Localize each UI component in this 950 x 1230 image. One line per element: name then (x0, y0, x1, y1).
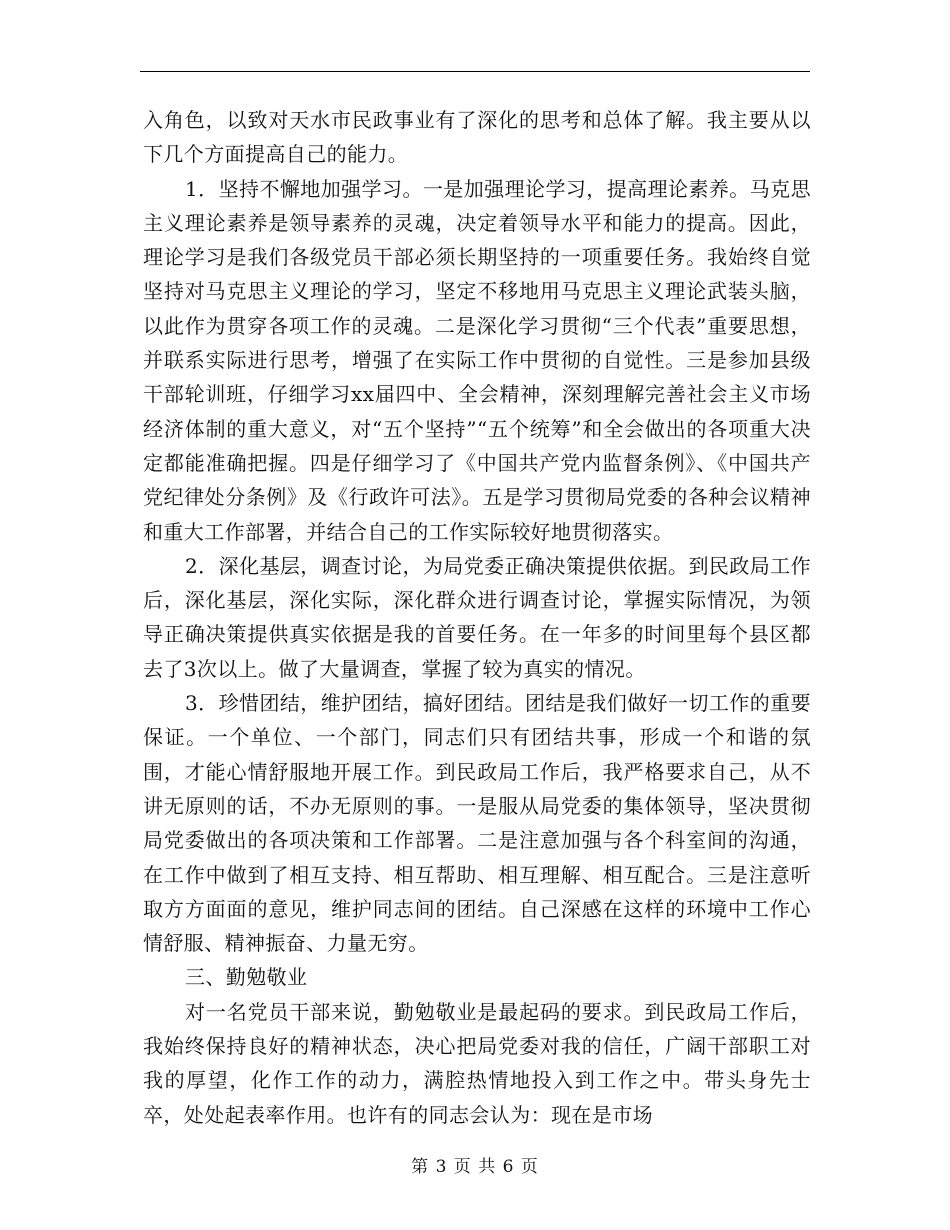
header-rule (140, 71, 810, 72)
paragraph-diligence: 对一名党员干部来说，勤勉敬业是最起码的要求。到民政局工作后，我始终保持良好的精神状态，决心把局党委对我的信任，广阔干部职工对我的厚望，化作工作的动力，满腔热情地投入到工作之中。带头身先士卒，处处起表率作用。也许有的同志会认为：现在是市场 (143, 999, 811, 1127)
section-heading: 三、勤勉敬业 (185, 965, 308, 990)
paragraph-study: 1．坚持不懈地加强学习。一是加强理论学习，提高理论素养。马克思主义理论素养是领导素养的灵魂，决定着领导水平和能力的提高。因此，理论学习是我们各级党员干部必须长期坚持的一项重要任务。我始终自觉坚持对马克思主义理论的学习，坚定不移地用马克思主义理论武装头脑，以此作为贯穿各项工作的灵魂。二是深化学习贯彻“三个代表”重要思想，并联系实际进行思考，增强了在实际工作中贯彻的自觉性。三是参加县级干部轮训班，仔细学习xx届四中、全会精神，深刻理解完善社会主义市场经济体制的重大意义，对“五个坚持”“五个统筹”和全会做出的各项重大决定都能准确把握。四是仔细学习了《中国共产党内监督条例》、《中国共产党纪律处分条例》及《行政许可法》。五是学习贯彻局党委的各种会议精神和重大工作部署，并结合自己的工作实际较好地贯彻落实。 (143, 176, 811, 544)
page-number-footer: 第 3 页 共 6 页 (411, 1157, 539, 1177)
paragraph-unity: 3．珍惜团结，维护团结，搞好团结。团结是我们做好一切工作的重要保证。一个单位、一个部门，同志们只有团结共事，形成一个和谐的氛围，才能心情舒服地开展工作。到民政局工作后，我严格要求自己，从不讲无原则的话，不办无原则的事。一是服从局党委的集体领导，坚决贯彻局党委做出的各项决策和工作部署。二是注意加强与各个科室间的沟通，在工作中做到了相互支持、相互帮助、相互理解、相互配合。三是注意听取方方面面的意见，维护同志间的团结。自己深感在这样的环境中工作心情舒服、精神振奋、力量无穷。 (143, 691, 811, 956)
document-body (143, 103, 811, 1132)
paragraph-continuation: 入角色，以致对天水市民政事业有了深化的思考和总体了解。我主要从以下几个方面提高自己的能力。 (143, 108, 811, 167)
paragraph-grassroots: 2．深化基层，调查讨论，为局党委正确决策提供依据。到民政局工作后，深化基层，深化实际，深化群众进行调查讨论，掌握实际情况，为领导正确决策提供真实依据是我的首要任务。在一年多的时间里每个县区都去了3次以上。做了大量调查，掌握了较为真实的情况。 (143, 553, 811, 681)
